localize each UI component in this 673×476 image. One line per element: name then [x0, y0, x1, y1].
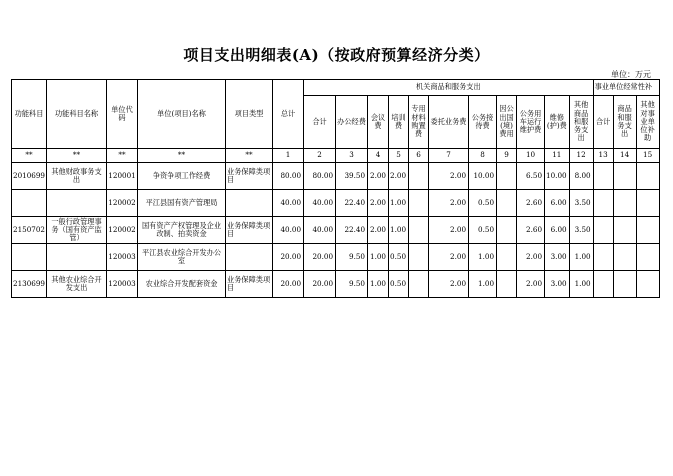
func-code-cell: 2010699 [12, 163, 47, 190]
value-cell [636, 271, 659, 298]
mark-cell: ** [107, 149, 138, 163]
value-cell: 2.00 [389, 163, 409, 190]
value-cell [593, 163, 613, 190]
value-cell: 1.00 [469, 271, 497, 298]
value-cell [636, 163, 659, 190]
header-sub-13: 商品和服务支出 [613, 96, 636, 149]
value-cell: 2.00 [517, 244, 545, 271]
value-cell: 2.00 [429, 271, 469, 298]
project-name-cell: 平江县国有资产管理局 [138, 190, 226, 217]
func-code-cell: 2150702 [12, 217, 47, 244]
value-cell: 6.00 [545, 190, 570, 217]
value-cell [593, 217, 613, 244]
index-cell: 8 [469, 149, 497, 163]
value-cell: 20.00 [304, 244, 336, 271]
mark-cell: ** [47, 149, 107, 163]
header-sub-11: 其他商品和服务支出 [569, 96, 593, 149]
mark-cell: ** [12, 149, 47, 163]
value-cell [409, 190, 429, 217]
value-cell: 3.00 [545, 244, 570, 271]
project-type-cell [226, 190, 273, 217]
value-cell [613, 271, 636, 298]
value-cell [497, 217, 517, 244]
value-cell [409, 244, 429, 271]
header-sub-7: 公务接待费 [469, 96, 497, 149]
unit-code-cell: 120002 [107, 217, 138, 244]
value-cell: 40.00 [273, 217, 304, 244]
value-cell: 6.50 [517, 163, 545, 190]
project-type-cell: 业务保障类项目 [226, 217, 273, 244]
project-name-cell: 国有资产产权管理及企业改制、拍卖资金 [138, 217, 226, 244]
header-sub-9: 公务用车运行维护费 [517, 96, 545, 149]
header-func-code: 功能科目 [12, 80, 47, 149]
value-cell: 1.00 [368, 244, 389, 271]
value-cell: 2.00 [429, 217, 469, 244]
index-cell: 12 [569, 149, 593, 163]
header-sub-12: 合计 [593, 96, 613, 149]
value-cell: 3.00 [545, 271, 570, 298]
value-cell: 0.50 [469, 190, 497, 217]
value-cell [593, 190, 613, 217]
header-group-goods-services: 机关商品和服务支出 [304, 80, 594, 96]
value-cell: 22.40 [336, 217, 368, 244]
value-cell [593, 271, 613, 298]
value-cell: 0.50 [389, 244, 409, 271]
value-cell [409, 217, 429, 244]
index-cell: 14 [613, 149, 636, 163]
value-cell: 2.60 [517, 217, 545, 244]
value-cell [636, 244, 659, 271]
table-row [12, 190, 660, 217]
header-unit-code: 单位代码 [107, 80, 138, 149]
value-cell [409, 163, 429, 190]
value-cell: 8.00 [569, 163, 593, 190]
func-code-cell [12, 244, 47, 271]
value-cell [613, 163, 636, 190]
expenditure-table [11, 79, 660, 298]
header-group-enterprise: 事业单位经常性补 [593, 80, 659, 96]
value-cell: 80.00 [273, 163, 304, 190]
table-row [12, 163, 660, 190]
unit-code-cell: 120001 [107, 163, 138, 190]
func-name-cell: 其他农业综合开发支出 [47, 271, 107, 298]
value-cell [593, 244, 613, 271]
value-cell: 2.00 [368, 217, 389, 244]
value-cell: 20.00 [304, 271, 336, 298]
value-cell: 2.60 [517, 190, 545, 217]
header-sub-1: 合计 [304, 96, 336, 149]
value-cell: 2.00 [429, 244, 469, 271]
project-type-cell: 业务保障类项目 [226, 163, 273, 190]
value-cell: 6.00 [545, 217, 570, 244]
value-cell [613, 244, 636, 271]
value-cell: 3.50 [569, 217, 593, 244]
value-cell: 1.00 [389, 190, 409, 217]
index-cell: 2 [304, 149, 336, 163]
value-cell: 22.40 [336, 190, 368, 217]
value-cell [497, 244, 517, 271]
table-row [12, 244, 660, 271]
value-cell [636, 190, 659, 217]
func-name-cell [47, 190, 107, 217]
unit-code-cell: 120003 [107, 244, 138, 271]
index-cell: 10 [517, 149, 545, 163]
header-sub-10: 维修(护)费 [545, 96, 570, 149]
value-cell: 3.50 [569, 190, 593, 217]
value-cell [613, 190, 636, 217]
value-cell: 1.00 [389, 217, 409, 244]
table-row [12, 271, 660, 298]
project-name-cell: 平江县农业综合开发办公室 [138, 244, 226, 271]
index-cell: 15 [636, 149, 659, 163]
value-cell: 10.00 [545, 163, 570, 190]
header-sub-5: 专用材料购置费 [409, 96, 429, 149]
value-cell: 2.00 [517, 271, 545, 298]
header-sub-4: 培训费 [389, 96, 409, 149]
header-sub-2: 办公经费 [336, 96, 368, 149]
func-code-cell [12, 190, 47, 217]
value-cell [497, 163, 517, 190]
mark-cell: ** [138, 149, 226, 163]
value-cell [613, 217, 636, 244]
value-cell: 2.00 [368, 190, 389, 217]
unit-code-cell: 120002 [107, 190, 138, 217]
project-type-cell [226, 244, 273, 271]
value-cell: 40.00 [304, 217, 336, 244]
header-sub-14: 其他对事业单位补助 [636, 96, 659, 149]
value-cell: 2.00 [429, 190, 469, 217]
func-code-cell: 2130699 [12, 271, 47, 298]
report-title: 项目支出明细表(A)（按政府预算经济分类） [183, 46, 490, 64]
mark-cell: ** [226, 149, 273, 163]
value-cell: 2.00 [429, 163, 469, 190]
header-project-type: 项目类型 [226, 80, 273, 149]
value-cell [497, 190, 517, 217]
value-cell: 1.00 [469, 244, 497, 271]
value-cell: 80.00 [304, 163, 336, 190]
value-cell: 20.00 [273, 271, 304, 298]
index-cell: 5 [389, 149, 409, 163]
project-type-cell: 业务保障类项目 [226, 271, 273, 298]
index-cell: 1 [273, 149, 304, 163]
table-body [12, 163, 660, 298]
header-sub-3: 会议费 [368, 96, 389, 149]
value-cell: 2.00 [368, 163, 389, 190]
header-row-groups [12, 80, 660, 96]
header-row-index [12, 149, 660, 163]
value-cell: 1.00 [368, 271, 389, 298]
value-cell: 10.00 [469, 163, 497, 190]
project-name-cell: 农业综合开发配套资金 [138, 271, 226, 298]
value-cell: 9.50 [336, 271, 368, 298]
value-cell: 40.00 [304, 190, 336, 217]
unit-label: 单位：万元 [611, 70, 651, 79]
index-cell: 3 [336, 149, 368, 163]
header-sub-6: 委托业务费 [429, 96, 469, 149]
value-cell [409, 271, 429, 298]
func-name-cell: 一般行政管理事务（国有资产监管） [47, 217, 107, 244]
value-cell: 1.00 [569, 244, 593, 271]
value-cell: 0.50 [389, 271, 409, 298]
project-name-cell: 争资争项工作经费 [138, 163, 226, 190]
index-cell: 7 [429, 149, 469, 163]
index-cell: 11 [545, 149, 570, 163]
value-cell [636, 217, 659, 244]
func-name-cell: 其他财政事务支出 [47, 163, 107, 190]
index-cell: 9 [497, 149, 517, 163]
header-sub-8: 因公出国(境)费用 [497, 96, 517, 149]
header-unit-project-name: 单位(项目)名称 [138, 80, 226, 149]
table-row [12, 217, 660, 244]
value-cell: 9.50 [336, 244, 368, 271]
value-cell: 39.50 [336, 163, 368, 190]
value-cell: 20.00 [273, 244, 304, 271]
header-func-name: 功能科目名称 [47, 80, 107, 149]
func-name-cell [47, 244, 107, 271]
value-cell: 1.00 [569, 271, 593, 298]
header-total: 总计 [273, 80, 304, 149]
index-cell: 4 [368, 149, 389, 163]
value-cell: 40.00 [273, 190, 304, 217]
value-cell [497, 271, 517, 298]
value-cell: 0.50 [469, 217, 497, 244]
index-cell: 6 [409, 149, 429, 163]
unit-code-cell: 120003 [107, 271, 138, 298]
index-cell: 13 [593, 149, 613, 163]
